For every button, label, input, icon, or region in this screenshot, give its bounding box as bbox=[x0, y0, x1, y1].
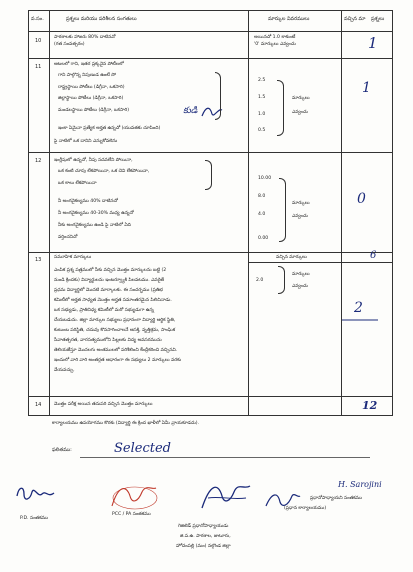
stamp-line: గెజిటెడ్ ప్రధానోపాధ్యాయుడు bbox=[178, 524, 229, 529]
marks-brace bbox=[279, 178, 286, 242]
mark-value: 1.0 bbox=[258, 112, 266, 117]
awarded-marks: 2 bbox=[354, 300, 363, 316]
question-line: కమిటీలో అర్హత సాధ్యత మొత్తం అర్హత సమాంతరమైన పిలిచినాడు. bbox=[54, 298, 172, 303]
mark-value: 10.00 bbox=[258, 176, 272, 181]
awarded-underline bbox=[340, 318, 380, 322]
right-brace bbox=[215, 72, 221, 120]
row-sno: 14 bbox=[35, 402, 42, 408]
question-line: చేయబడును. జిల్లా మార్కుల సభ్యులు ప్రధానంగా విద్యార్థి ఆర్థిక స్థితి, bbox=[54, 318, 176, 323]
awarded-marks: 0 bbox=[357, 191, 366, 207]
row-sno: 13 bbox=[35, 257, 42, 263]
right-brace bbox=[205, 160, 212, 190]
pd-signature bbox=[14, 484, 58, 506]
question-line: ప్రధమ విద్యార్థిలో మొదటి మార్కాలకు. ఈ సందర్భము (ప్రతిభ bbox=[54, 288, 163, 293]
header-sno: వ.సం. bbox=[31, 16, 44, 22]
mark-value: 2.5 bbox=[258, 78, 266, 83]
marks-note: మార్కులు bbox=[292, 96, 310, 101]
question-line: గాని పాల్గొన్న నిపుణుడ ఉంటే సో bbox=[58, 73, 116, 78]
marks-note: ఎవ్వంచు bbox=[292, 214, 308, 219]
mark-value: 8.0 bbox=[258, 194, 266, 199]
pcp-label: PCC / PA సంతకము bbox=[112, 512, 151, 517]
marks-note: ఎవ్వంచు bbox=[292, 284, 308, 289]
awarded-marks: 1 bbox=[362, 80, 371, 96]
result-line bbox=[80, 457, 370, 458]
row-sno: 12 bbox=[35, 158, 42, 164]
mark-value: 4.0 bbox=[258, 212, 266, 217]
header-question: ప్రశ్నలు మరియు పరిశీలన సంగతులు bbox=[66, 16, 137, 22]
question-line: ఇందులో వారి వారి అంతర్గత ఆధారంగా ఈ సభ్యులు 2 మార్కులు వరకు bbox=[54, 358, 182, 363]
question-line: ఒక కాలు లేకపోయినా bbox=[58, 181, 97, 186]
marks-note: మార్కులు bbox=[292, 201, 310, 206]
question-line: రాష్ట్రస్థాయి పోటీలు (డిగ్రీనా, ఒకసారి) bbox=[58, 85, 125, 90]
hm-name: H. Sarojini bbox=[338, 480, 382, 489]
pd-label: P.D. సంతకము bbox=[20, 516, 48, 521]
mark-value: 0.5 bbox=[258, 128, 266, 133]
marks-brace bbox=[278, 266, 285, 294]
question-line: నీ అంగవైకల్యము 40% దాటినచో bbox=[58, 199, 118, 204]
marks-line: '0' మార్కులు ఎవ్వంచు bbox=[254, 42, 296, 47]
question-line: నుండి క్రిందకు) విద్యార్థులను ఇంటర్వ్యూకి పిలవటము. ఎవరైతే bbox=[54, 278, 164, 283]
row-sno: 11 bbox=[35, 64, 42, 70]
question-line: (గత సంవత్సరం) bbox=[54, 42, 85, 47]
question-line: ఇంకా ఏమైనా ప్రత్యేక అర్హత ఉన్నచో (యువతకు చూపింది) bbox=[58, 126, 161, 131]
result-label: ఫలితము: bbox=[52, 447, 72, 453]
marks-header: వచ్చిన మార్కులు bbox=[276, 255, 307, 260]
question-line: సేవాతత్పరత, వారసత్వములోని పిల్లలకు విద్య అవసరమును bbox=[54, 338, 162, 343]
question-line: కుటుంబ పరిస్థితి, చదువు కొనసాగించాలనే ఆసక్తి, వృత్తిశ్రమ, సాంఘిక bbox=[54, 328, 176, 333]
stamp-line: జి.ప.ఉ. పాఠశాల, జుటూరు, bbox=[180, 534, 231, 539]
question-line: ఒక సభ్యుడు, ప్రాతినిధ్య కమిటీలో మరో సభ్యుడుగా ఉన్న bbox=[54, 308, 155, 313]
question-line: ఆటలలో గాని, ఇతర ప్రక్కనైన పోటీలలో bbox=[54, 62, 124, 67]
marks-line: అయినచో 1.0 కాకుంటే bbox=[254, 35, 296, 40]
mark-value: 1.5 bbox=[258, 95, 266, 100]
result-value: Selected bbox=[114, 441, 171, 456]
header-marks-obtained: వచ్చిన మా bbox=[344, 16, 366, 22]
marks-brace bbox=[277, 80, 284, 136]
question-line: వర్తించనిచో bbox=[58, 235, 78, 240]
question-line: వేయవచ్చు. bbox=[54, 368, 75, 373]
header-marks-details: మార్కుల వివరములు bbox=[268, 16, 310, 22]
question-line: మొత్తం పరీక్ష అయిన తదుపరి వచ్చిన మొత్తం మార్కులు bbox=[54, 402, 153, 407]
mark-value: 0.00 bbox=[258, 236, 269, 241]
hm-label-2: (ప్రధాన కార్యాలయము) bbox=[284, 506, 327, 511]
stamp-line: హోచంపల్లి (మం) నల్గొండ జిల్లా bbox=[176, 544, 231, 549]
office-use-note: కార్యాలయము ఉపయోగము కొరకు (విద్యార్థి ఈ క్రింద ఖాళీలో ఏమీ వ్రాయకూడదు). bbox=[52, 421, 200, 426]
handwritten-note: కుడి bbox=[183, 106, 198, 116]
question-line: పై నాటిలో ఒక దానిని ఎన్నుకోవలెను bbox=[54, 139, 118, 144]
question-line: జిల్లాస్థాయి పోటీలు (డిగ్రీనా, ఒకసారి) bbox=[58, 96, 124, 101]
question-line: ఇంగ్లీషులో ఉన్నచో, నీపు సదవలేని పోయినా, bbox=[54, 158, 133, 163]
question-line: నీ అంగవైకల్యము 40-30% మధ్య ఉన్నచో bbox=[58, 211, 134, 216]
awarded-marks: 1 bbox=[368, 34, 378, 52]
mark-value: 2.0 bbox=[256, 278, 264, 283]
question-line: ఒక కంటి చూపు లేకపోయినా, ఒక చెవి లేకపోయినా, bbox=[58, 169, 150, 174]
awarded-marks: 12 bbox=[362, 399, 378, 412]
hm-label: ప్రధానోపాధ్యాయని సంతకము bbox=[310, 496, 363, 501]
question-line: తెలియజేస్తూ మొదలగు అంశములలో పరిశీలించి కేంద్రీకరించి వచ్చినవి. bbox=[54, 348, 178, 353]
awarded-marks-top: 6 bbox=[370, 250, 377, 261]
row-sno: 10 bbox=[35, 38, 42, 44]
header-marks-obtained-2: ప్రశ్నలు bbox=[371, 16, 385, 22]
gazetted-signature bbox=[196, 478, 256, 514]
question-line: నీకు అంగవైకల్యము ఉండి పై నాటిలో ఏది bbox=[58, 223, 131, 228]
question-line: ఎంపిక ప్రశ్న పత్రములో సీకు వచ్చిన మొత్తం మార్కులను బట్టి (2 bbox=[54, 268, 167, 273]
question-line: మండలస్థాయి పోటీలు (డిగ్రీనా, ఒకసారి) bbox=[58, 108, 130, 113]
pcp-signature bbox=[108, 482, 160, 512]
marks-note: ఎవ్వంచు bbox=[292, 110, 308, 115]
question-line: సమూహిక మార్కులు bbox=[54, 255, 92, 260]
question-line: పాఠశాలకు హాజరు 80% దాటినవో bbox=[54, 35, 116, 40]
marks-note: మార్కులు bbox=[292, 272, 310, 277]
